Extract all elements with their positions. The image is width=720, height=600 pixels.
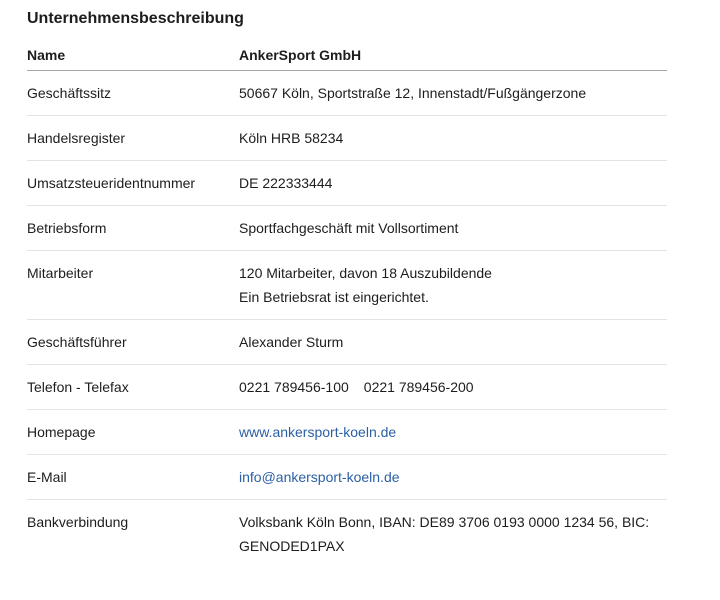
row-label: Handelsregister bbox=[27, 116, 239, 161]
row-label: Betriebsform bbox=[27, 206, 239, 251]
employees-value bbox=[239, 251, 667, 320]
table-header-row bbox=[27, 42, 667, 71]
company-info-table bbox=[27, 42, 667, 568]
table-row bbox=[27, 365, 667, 410]
row-label: Mitarbeiter bbox=[27, 251, 239, 320]
row-label: Umsatzsteueridentnummer bbox=[27, 161, 239, 206]
table-row bbox=[27, 206, 667, 251]
page-title: Unternehmensbeschreibung bbox=[27, 10, 244, 27]
works-council-note: Ein Betriebsrat ist eingerichtet. bbox=[239, 289, 429, 305]
table-row bbox=[27, 500, 667, 569]
homepage-link[interactable]: www.ankersport-koeln.de bbox=[239, 424, 397, 440]
table-row bbox=[27, 161, 667, 206]
row-label: Homepage bbox=[27, 410, 239, 455]
managing-director-value: Alexander Sturm bbox=[239, 320, 667, 365]
address-value: 50667 Köln, Sportstraße 12, Innenstadt/Fußgängerzone bbox=[239, 71, 667, 116]
table-row bbox=[27, 71, 667, 116]
table-row bbox=[27, 116, 667, 161]
table-row bbox=[27, 251, 667, 320]
bank-details-value bbox=[239, 500, 667, 569]
bank-details-line2: GENODED1PAX bbox=[239, 538, 345, 554]
employees-count: 120 Mitarbeiter, davon 18 Auszubildende bbox=[239, 265, 492, 281]
table-row bbox=[27, 455, 667, 500]
row-label: Telefon - Telefax bbox=[27, 365, 239, 410]
header-label: Name bbox=[27, 42, 239, 71]
business-type-value: Sportfachgeschäft mit Vollsortiment bbox=[239, 206, 667, 251]
row-label: Geschäftsführer bbox=[27, 320, 239, 365]
bank-details-line1: Volksbank Köln Bonn, IBAN: DE89 3706 0193 0000 1234 56, BIC: bbox=[239, 514, 650, 530]
table-row bbox=[27, 320, 667, 365]
row-label: Geschäftssitz bbox=[27, 71, 239, 116]
company-name: AnkerSport GmbH bbox=[239, 42, 667, 71]
table-row bbox=[27, 410, 667, 455]
vat-id-value: DE 222333444 bbox=[239, 161, 667, 206]
phone-number: 0221 789456-100 bbox=[239, 379, 349, 395]
fax-number: 0221 789456-200 bbox=[363, 379, 474, 395]
row-label: Bankverbindung bbox=[27, 514, 129, 530]
email-link[interactable]: info@ankersport-koeln.de bbox=[239, 469, 400, 485]
phone-fax-value bbox=[239, 365, 667, 410]
register-value: Köln HRB 58234 bbox=[239, 116, 667, 161]
row-label: E-Mail bbox=[27, 455, 239, 500]
